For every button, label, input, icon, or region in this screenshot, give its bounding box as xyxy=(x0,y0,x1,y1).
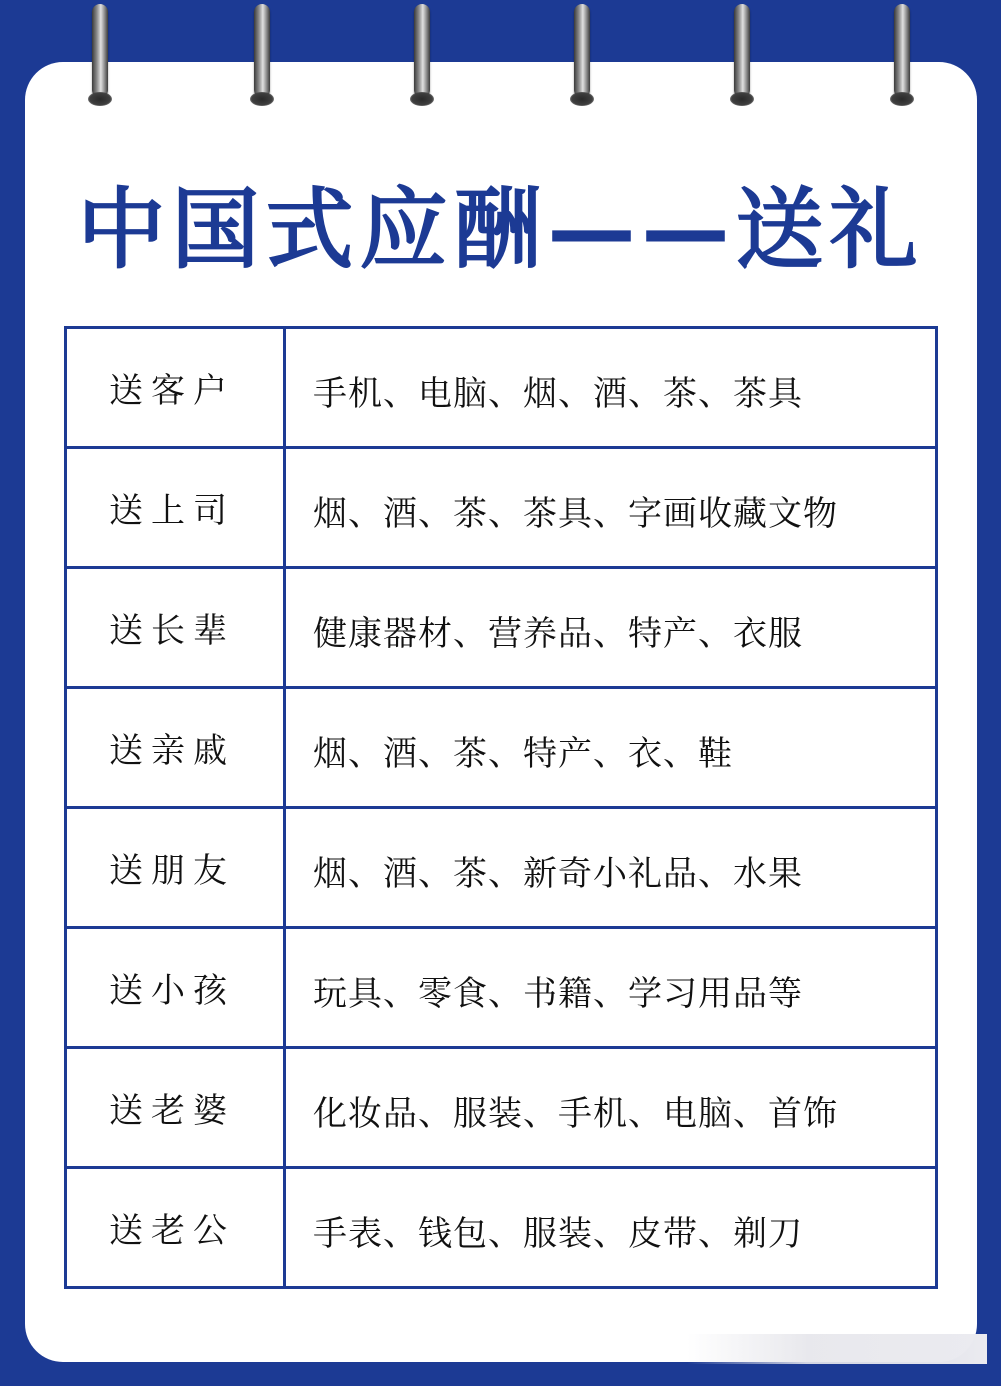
gift-items: 烟、酒、茶、新奇小礼品、水果 xyxy=(313,854,803,894)
table-row xyxy=(67,569,935,689)
spiral-binding-ring-icon xyxy=(894,4,910,98)
page-title: 中国式应酬——送礼 xyxy=(77,178,924,281)
watermark-fade xyxy=(687,1334,987,1364)
table-row xyxy=(67,329,935,449)
spiral-binding-ring-icon xyxy=(254,4,270,98)
gift-items: 玩具、零食、书籍、学习用品等 xyxy=(313,974,803,1014)
gift-items: 手机、电脑、烟、酒、茶、茶具 xyxy=(313,374,803,414)
recipient-label: 送老公 xyxy=(67,1169,286,1286)
table-row xyxy=(67,689,935,809)
recipient-label: 送朋友 xyxy=(67,809,286,926)
recipient-label: 送长辈 xyxy=(67,569,286,686)
spiral-binding-ring-icon xyxy=(574,4,590,98)
spiral-binding-ring-icon xyxy=(414,4,430,98)
gift-table xyxy=(64,326,938,1289)
table-row xyxy=(67,1049,935,1169)
gift-items: 烟、酒、茶、特产、衣、鞋 xyxy=(313,734,733,774)
recipient-label: 送小孩 xyxy=(67,929,286,1046)
spiral-binding-ring-icon xyxy=(92,4,108,98)
gift-items: 化妆品、服装、手机、电脑、首饰 xyxy=(313,1094,838,1134)
table-row xyxy=(67,929,935,1049)
recipient-label: 送客户 xyxy=(67,329,286,446)
gift-items: 手表、钱包、服装、皮带、剃刀 xyxy=(313,1214,803,1254)
recipient-label: 送上司 xyxy=(67,449,286,566)
table-row xyxy=(67,809,935,929)
recipient-label: 送亲戚 xyxy=(67,689,286,806)
spiral-binding-ring-icon xyxy=(734,4,750,98)
table-row xyxy=(67,1169,935,1286)
table-row xyxy=(67,449,935,569)
recipient-label: 送老婆 xyxy=(67,1049,286,1166)
gift-items: 健康器材、营养品、特产、衣服 xyxy=(313,614,803,654)
gift-items: 烟、酒、茶、茶具、字画收藏文物 xyxy=(313,494,838,534)
